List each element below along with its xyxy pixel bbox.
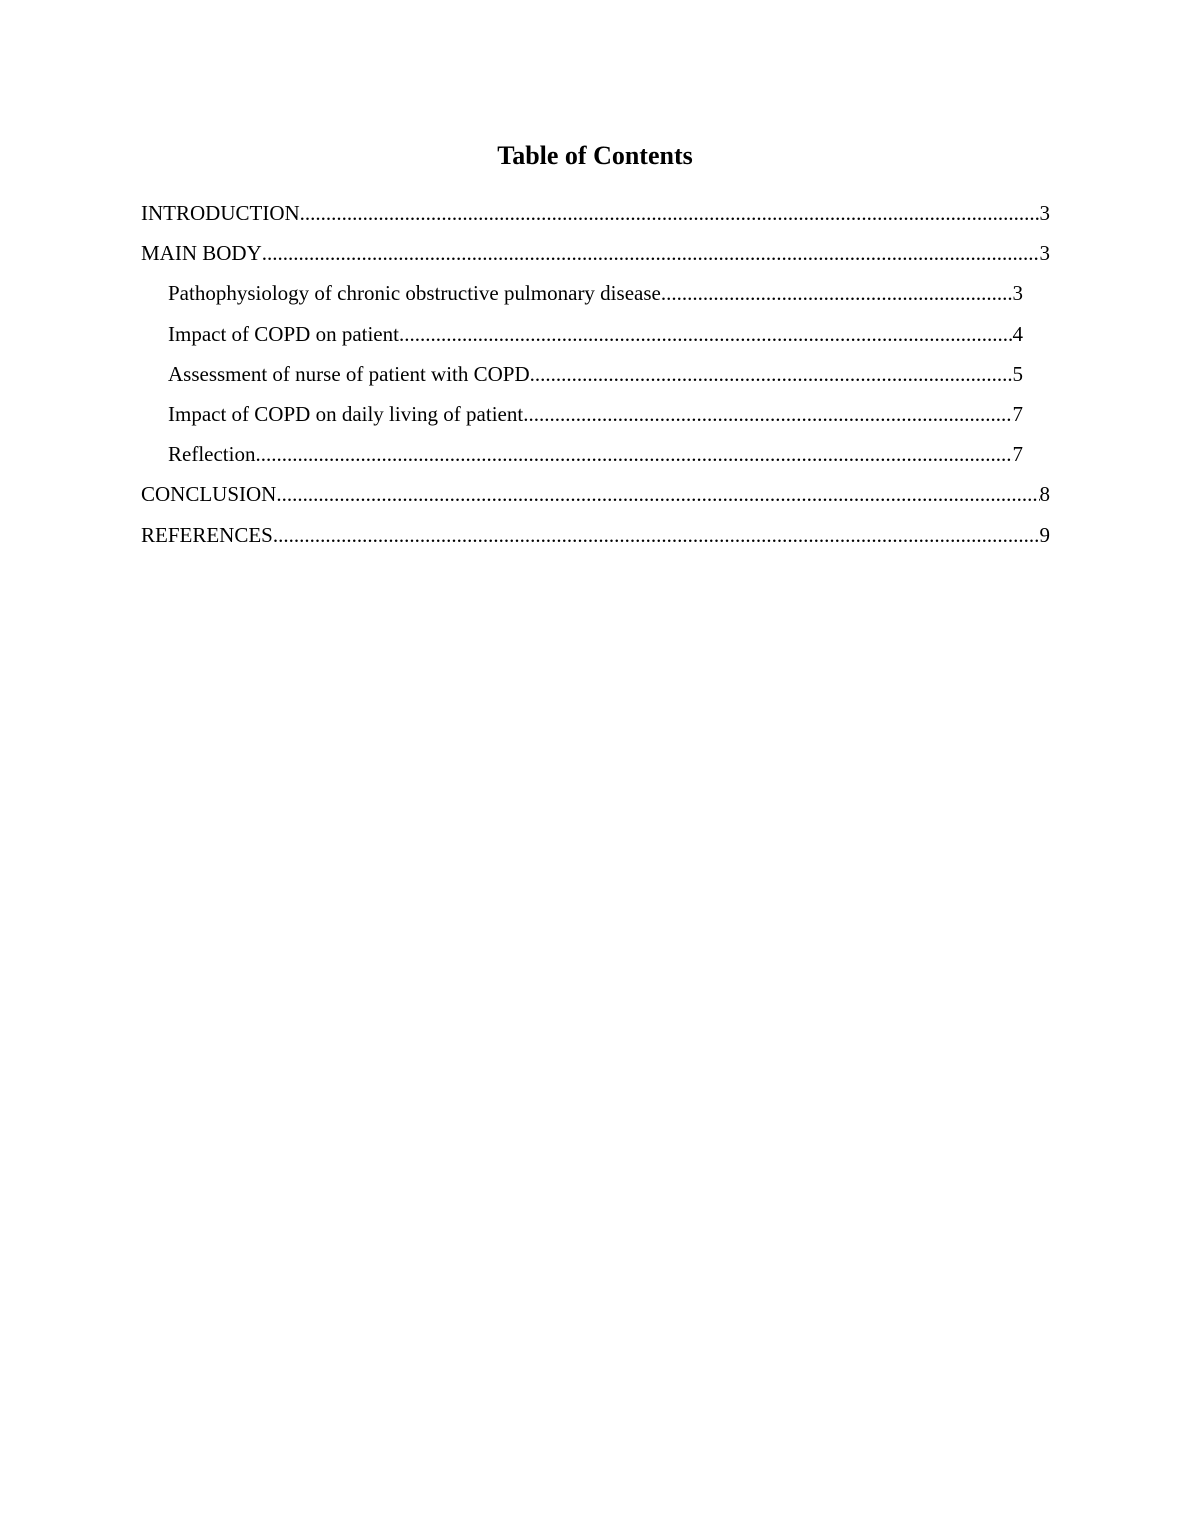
toc-entry-text: REFERENCES — [141, 522, 273, 547]
toc-page-number: 3 — [1039, 201, 1050, 225]
toc-entry-introduction[interactable] — [141, 198, 1050, 238]
toc-dot-leader — [273, 520, 1040, 550]
toc-entry-text: Impact of COPD on daily living of patient — [168, 401, 524, 426]
toc-page-number: 3 — [1012, 281, 1023, 306]
toc-entry-pathophysiology[interactable] — [168, 278, 1023, 318]
toc-page-number: 7 — [1012, 401, 1023, 426]
toc-entry-conclusion[interactable] — [141, 479, 1050, 519]
toc-dot-leader — [399, 319, 1013, 349]
toc-entry-text: Reflection — [168, 442, 256, 467]
toc-page-number: 8 — [1039, 482, 1050, 507]
toc-title: Table of Contents — [497, 141, 693, 170]
toc-entry-text: Impact of COPD on patient — [168, 321, 399, 346]
toc-entry-impact-daily-living[interactable] — [168, 399, 1023, 439]
toc-entry-reflection[interactable] — [168, 439, 1023, 479]
toc-page-number: 5 — [1012, 361, 1023, 386]
toc-entry-text: INTRODUCTION — [141, 201, 300, 225]
toc-dot-leader — [661, 278, 1013, 308]
toc-dot-leader — [276, 479, 1039, 509]
toc-entry-nurse-assessment[interactable] — [168, 359, 1023, 399]
toc-entry-references[interactable] — [141, 520, 1050, 560]
toc-page-number: 9 — [1039, 522, 1050, 547]
toc-list — [141, 198, 1050, 560]
toc-dot-leader — [523, 399, 1012, 429]
toc-page-number: 3 — [1039, 241, 1050, 266]
toc-dot-leader — [262, 238, 1040, 268]
toc-entry-impact-on-patient[interactable] — [168, 319, 1023, 359]
toc-entry-main-body[interactable] — [141, 238, 1050, 278]
toc-entry-text: CONCLUSION — [141, 482, 277, 507]
toc-entry-text: MAIN BODY — [141, 241, 262, 266]
toc-dot-leader — [300, 198, 1040, 228]
toc-page-number: 7 — [1012, 442, 1023, 467]
toc-dot-leader — [255, 439, 1012, 469]
toc-page-number: 4 — [1012, 321, 1023, 346]
toc-entry-text: Pathophysiology of chronic obstructive pulmonary disease — [168, 281, 661, 306]
toc-dot-leader — [530, 359, 1013, 389]
toc-entry-text: Assessment of nurse of patient with COPD — [168, 361, 530, 386]
